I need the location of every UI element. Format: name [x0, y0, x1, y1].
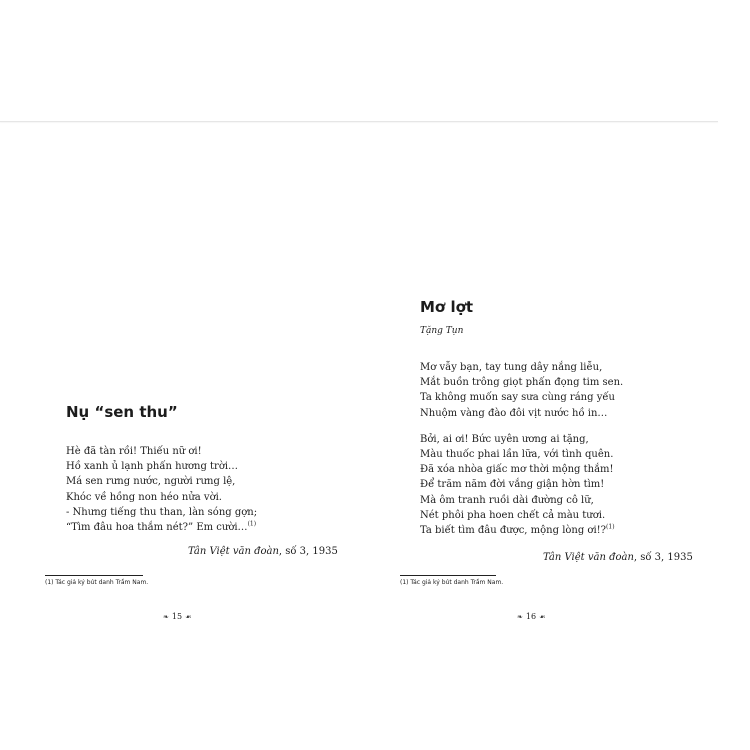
poem-verse [420, 360, 623, 538]
footnote-text: (1) Tác giả ký bút danh Trầm Nam. [45, 579, 149, 586]
stanza-break [420, 421, 623, 432]
ornament-right-icon: ☙ [539, 612, 546, 621]
poem-source [188, 546, 338, 557]
right-page [375, 0, 750, 750]
verse-line: Bởi, ai ơi! Bức uyên ương ai tặng, [420, 433, 589, 445]
verse-line: Nhuộm vàng đào đôi vịt nước hồ in… [420, 407, 608, 419]
verse-line: Ta không muốn say sưa cùng ráng yếu [420, 392, 615, 404]
verse-line: Đã xóa nhòa giấc mơ thời mộng thắm! [420, 464, 614, 476]
verse-line: Mà ôm tranh ruồi dài đường cô lữ, [420, 494, 594, 506]
verse-line: Mắt buồn trông giọt phấn đọng tim sen. [420, 377, 624, 389]
verse-line [66, 520, 257, 535]
footnote-marker: (1) [606, 523, 615, 531]
page-number-folio [163, 612, 191, 621]
source-publication: Tân Việt văn đoàn [188, 546, 279, 557]
footnote-marker: (1) [247, 520, 257, 528]
page-number: 16 [525, 612, 537, 621]
ornament-left-icon: ❧ [163, 612, 169, 621]
verse-line [420, 523, 623, 538]
verse-line-text: “Tìm đâu hoa thắm nét?” Em cười… [66, 522, 248, 534]
source-issue: , số 3, 1935 [278, 546, 338, 557]
poem-source [543, 552, 693, 563]
poem-title: Mơ lợt [420, 298, 474, 316]
footnote-rule [45, 575, 143, 576]
footnote-text: (1) Tác giả ký bút danh Trầm Nam. [400, 579, 504, 586]
poem-title: Nụ “sen thu” [66, 403, 178, 421]
source-issue: , số 3, 1935 [633, 552, 693, 563]
poem-dedication: Tặng Tụn [420, 326, 464, 336]
verse-line: - Nhưng tiếng thu than, làn sóng gợn; [66, 506, 258, 518]
poem-verse [66, 444, 257, 535]
source-publication: Tân Việt văn đoàn [543, 552, 634, 563]
verse-line: Má sen rưng nước, người rưng lệ, [66, 476, 236, 488]
verse-line: Nét phôi pha hoen chết cả màu tươi. [420, 509, 606, 521]
verse-line: Hồ xanh ủ lạnh phấn hương trời… [66, 461, 239, 473]
page-number-folio [517, 612, 545, 621]
page-number: 15 [171, 612, 183, 621]
verse-line: Khóc về hồng non héo nửa vời. [66, 491, 222, 503]
verse-line-text: Ta biết tìm đâu được, mộng lòng ơi!? [420, 525, 607, 537]
ornament-right-icon: ☙ [185, 612, 192, 621]
verse-line: Màu thuốc phai lần lữa, với tình quên. [420, 449, 614, 461]
verse-line: Hè đã tàn rồi! Thiếu nữ ơi! [66, 446, 202, 457]
verse-line: Để trăm năm đời vắng giận hờn tìm! [420, 479, 605, 491]
footnote-rule [400, 575, 496, 576]
verse-line: Mơ vẫy bạn, tay tung dây nắng liễu, [420, 362, 603, 373]
ornament-left-icon: ❧ [517, 612, 523, 621]
